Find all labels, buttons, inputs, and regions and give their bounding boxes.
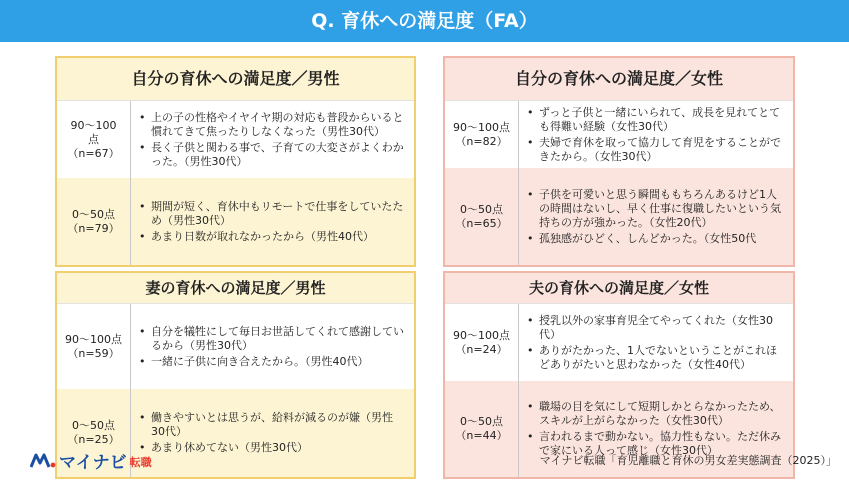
comment-text: 授乳以外の家事育児全てやってくれた（女性30代） [539,313,773,341]
logo-text: マイナビ [59,452,127,473]
bullet-icon: • [139,324,146,338]
comment-text: 一緒に子供に向き合えたから。（男性40代） [151,354,369,368]
comment-text: ありがたかった、1人でないということがこれほどありがたいと思わなかった（女性40代） [539,343,777,371]
row-high [57,100,414,178]
mynavi-logo [30,449,152,471]
bullet-icon: • [527,313,534,327]
bullet-icon: • [527,187,534,201]
bullet-icon: • [527,343,534,357]
score-label: 90～100 点 （n=67） [57,101,131,178]
row-low [57,178,414,265]
bullet-icon: • [139,411,146,424]
comment-text: 上の子の性格やイヤイヤ期の対応も普段からいると慣れてきて焦ったりしなくなった（男性30代） [151,110,404,138]
comment-text: 期間が短く、育休中もリモートで仕事をしていたため（男性30代） [151,199,404,227]
panel-title: 夫の育休への満足度／女性 [445,273,793,303]
comment-item [139,325,406,353]
bullet-icon: • [527,231,534,245]
logo-mark-icon [30,451,56,469]
score-label: 0～50点 （n=44） [445,381,519,477]
content-area [0,42,849,482]
comment-item [527,314,785,342]
comments [131,178,414,265]
bullet-icon: • [139,140,146,154]
comments [131,304,414,389]
comment-item [527,106,785,134]
comment-text: 職場の目を気にして短期しかとらなかったため、スキルが上がらなかった（女性30代） [539,400,781,427]
comments [131,101,414,178]
row-high [445,303,793,381]
panel-title: 自分の育休への満足度／女性 [445,58,793,100]
comment-text: 孤独感がひどく、しんどかった。（女性50代 [539,231,757,245]
comments [131,389,414,477]
comment-item [527,344,785,372]
comments [519,304,793,381]
score-label: 90～100点 （n=59） [57,304,131,389]
bullet-icon: • [139,354,146,368]
bullet-icon: • [527,135,534,149]
comment-item [527,188,785,230]
comment-item [139,200,406,228]
panel-self-female [443,56,795,267]
comment-text: 働きやすいとは思うが、給料が減るのが嫌（男性30代） [151,411,393,438]
bullet-icon: • [139,199,146,213]
score-label: 90～100点 （n=24） [445,304,519,381]
comment-item [139,355,406,369]
comment-item [527,136,785,164]
comment-text: ずっと子供と一緒にいられて、成長を見れてとても得難い経験（女性30代） [539,105,781,133]
row-high [57,303,414,389]
comment-item [139,441,406,455]
comment-item [527,400,785,428]
bullet-icon: • [527,400,534,413]
bullet-icon: • [139,110,146,124]
logo-tag: 転職 [129,456,152,469]
comment-text: 言われるまで動かない。協力性もない。ただ休みで家にいる人って感じ（女性30代） [539,430,781,457]
score-label: 0～50点 （n=65） [445,168,519,265]
bullet-icon: • [139,229,146,243]
score-label: 0～50点 （n=25） [57,389,131,477]
score-label: 0～50点 （n=79） [57,178,131,265]
comment-text: 自分を犠牲にして毎日お世話してくれて感謝しているから（男性30代） [151,324,404,352]
comment-item [139,111,406,139]
panel-self-male [55,56,416,267]
bullet-icon: • [527,105,534,119]
comment-item [527,232,785,246]
comment-item [139,411,406,439]
panel-title: 妻の育休への満足度／男性 [57,273,414,303]
comments [519,101,793,168]
row-low [445,168,793,265]
bullet-icon: • [139,441,146,454]
panel-husband-female [443,271,795,479]
row-high [445,100,793,168]
comment-item [139,230,406,244]
comment-text: 長く子供と関わる事で、子育ての大変さがよくわかった。（男性30代） [151,140,404,168]
comment-text: 子供を可愛いと思う瞬間ももちろんあるけど1人の時間はないし、早く仕事に復職したいという気持ちの方が強かった。（女性20代） [539,187,781,229]
page-title: Q. 育休への満足度（FA） [0,0,849,42]
comment-text: あまり休めてない（男性30代） [151,441,308,454]
comment-item [139,141,406,169]
panel-title: 自分の育休への満足度／男性 [57,58,414,100]
bullet-icon: • [527,430,534,443]
comment-text: あまり日数が取れなかったから（男性40代） [151,229,374,243]
source-citation: マイナビ転職「育児離職と育休の男女差実態調査（2025）」 [539,454,837,467]
score-label: 90～100点 （n=82） [445,101,519,168]
comments [519,168,793,265]
comment-text: 夫婦で育休を取って協力して育児をすることができたから。（女性30代） [539,135,781,163]
